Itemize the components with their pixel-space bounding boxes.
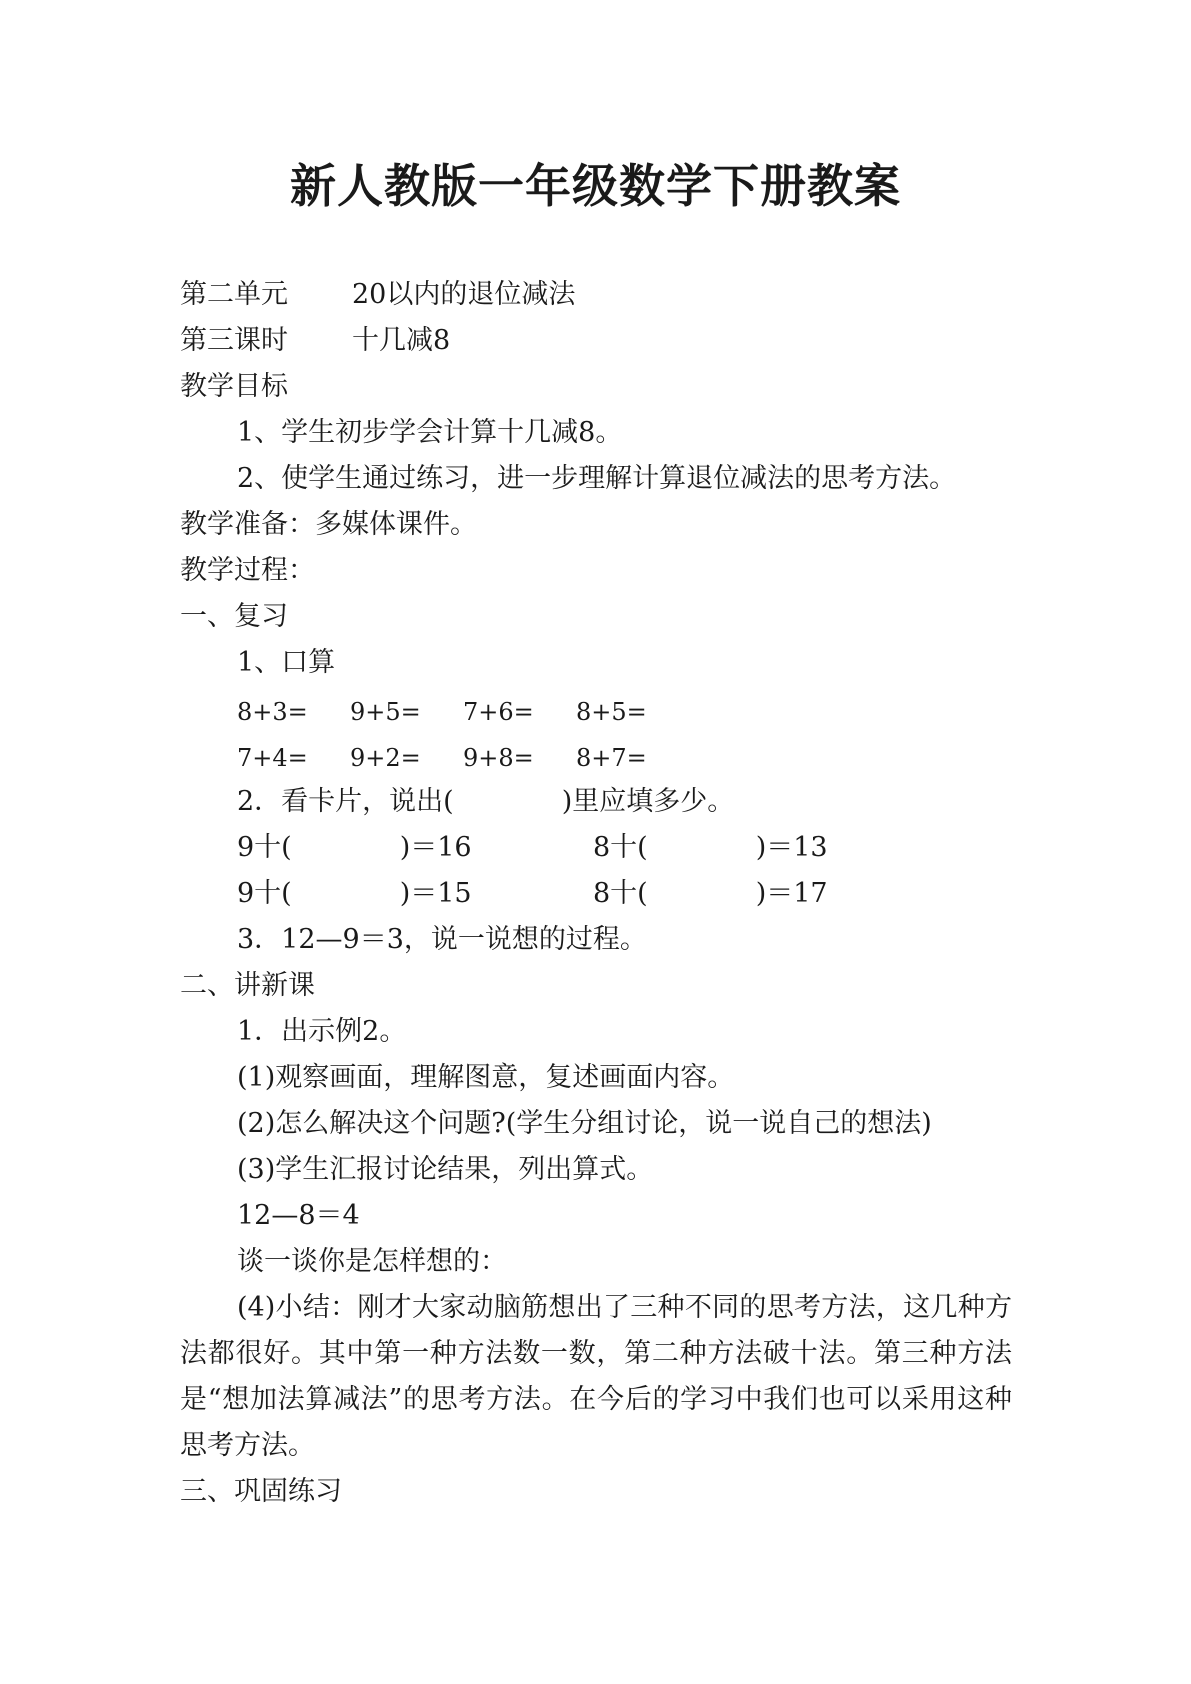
unit-value: 20以内的退位减法 <box>352 279 576 310</box>
discuss-line: 谈一谈你是怎样想的： <box>237 1246 507 1277</box>
oral-heading: 1、口算 <box>237 647 336 678</box>
new-lesson-heading: 二、讲新课 <box>180 970 315 1001</box>
summary-paragraph: (4)小结：刚才大家动脑筋想出了三种不同的思考方法，这几种方法都很好。其中第一种方法数一数，第二种方法破十法。第三种方法是“想加法算减法”的思考方法。在今后的学习中我们也可以采用这种思考方法。 <box>180 1292 1012 1461</box>
oral-equation: 7+4= <box>237 744 308 772</box>
oral-equation: 7+6= <box>463 698 534 726</box>
lesson-value: 十几减8 <box>352 325 451 356</box>
step-1: (1)观察画面，理解图意，复述画面内容。 <box>237 1062 735 1093</box>
objective-item-1: 1、学生初步学会计算十几减8。 <box>237 417 623 448</box>
cards-heading: 2．看卡片，说出( )里应填多少。 <box>237 786 735 817</box>
oral-equation: 9+8= <box>463 744 534 772</box>
example-line: 1．出示例2。 <box>237 1016 407 1047</box>
step-3: (3)学生汇报讨论结果，列出算式。 <box>237 1154 654 1185</box>
step-2: (2)怎么解决这个问题?(学生分组讨论，说一说自己的想法) <box>237 1108 932 1139</box>
oral-equation: 8+5= <box>576 698 647 726</box>
oral-equation: 8+3= <box>237 698 308 726</box>
review-heading: 一、复习 <box>180 601 288 632</box>
review-item-3: 3．12—9＝3，说一说想的过程。 <box>237 924 647 955</box>
oral-equation: 9+2= <box>350 744 421 772</box>
process-heading: 教学过程： <box>180 555 315 586</box>
objective-item-2: 2、使学生通过练习，进一步理解计算退位减法的思考方法。 <box>237 463 957 494</box>
lesson-label: 第三课时 <box>180 325 288 356</box>
preparation: 教学准备：多媒体课件。 <box>180 509 477 540</box>
page-title: 新人教版一年级数学下册教案 <box>290 159 901 213</box>
card-equation: 9十( )＝15 <box>237 878 472 909</box>
oral-equation: 8+7= <box>576 744 647 772</box>
card-equation: 8十( )＝17 <box>593 878 828 909</box>
objectives-heading: 教学目标 <box>180 371 288 402</box>
oral-equation: 9+5= <box>350 698 421 726</box>
card-equation: 9十( )＝16 <box>237 832 472 863</box>
equation-line: 12—8＝4 <box>237 1200 360 1231</box>
unit-label: 第二单元 <box>180 279 288 310</box>
card-equation: 8十( )＝13 <box>593 832 828 863</box>
practice-heading: 三、巩固练习 <box>180 1476 342 1507</box>
